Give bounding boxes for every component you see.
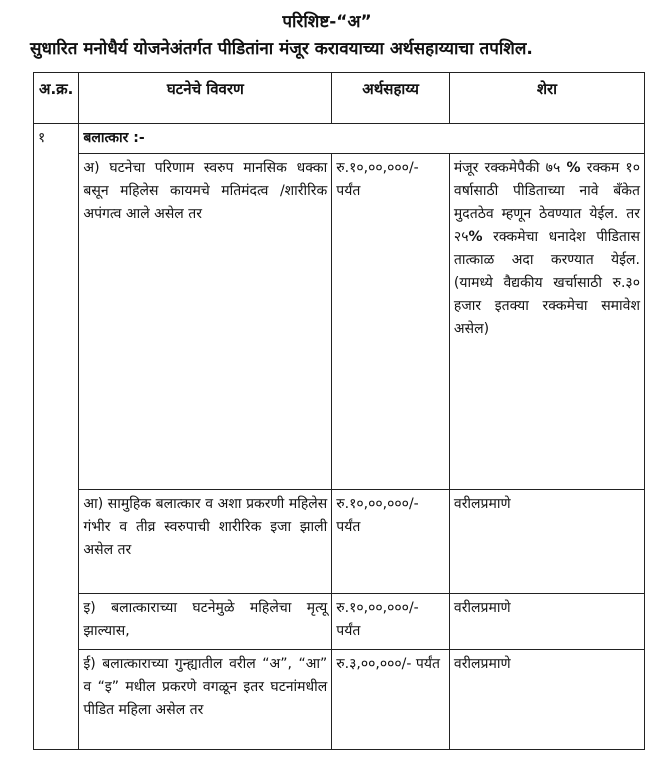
remarks-text-2: रक्कम १० वर्षासाठी पीडिताच्या नावे बँकेत मुदतठेव म्हणून ठेवण्यात येईल. तर २५: [453, 160, 640, 245]
table-header-row: [34, 73, 645, 124]
table-row: [34, 594, 645, 650]
table-section-row: [34, 124, 645, 154]
row-remarks: वरीलप्रमाणे: [449, 490, 644, 594]
row-amount: रु.१०,००,०००/- पर्यंत: [332, 490, 450, 594]
header-amount: अर्थसहाय्य: [332, 73, 450, 124]
table-row: [34, 490, 645, 594]
row-description: इ) बलात्काराच्या घटनेमुळे महिलेचा मृत्यू झाल्यास,: [79, 594, 332, 650]
table-row: [34, 650, 645, 750]
row-description: अ) घटनेचा परिणाम स्वरुप मानसिक धक्का बसून महिलेस कायमचे मतिमंदत्व /शारीरिक अपंगत्व आले असेल तर: [79, 154, 332, 490]
row-amount: रु.१०,००,०००/- पर्यंत: [332, 594, 450, 650]
remarks-text-1: मंजूर रक्कमेपैकी ७५: [453, 160, 561, 176]
header-serial: अ.क्र.: [34, 73, 79, 124]
header-description: घटनेचे विवरण: [79, 73, 332, 124]
row-amount: रु.१०,००,०००/- पर्यंत: [332, 154, 450, 490]
remarks-percent-2: %: [468, 229, 483, 245]
table-row: [34, 154, 645, 490]
row-description: आ) सामुहिक बलात्कार व अशा प्रकरणी महिलेस गंभीर व तीव्र स्वरुपाची शारीरिक इजा झाली असेल तर: [79, 490, 332, 594]
remarks-percent-1: %: [566, 160, 581, 176]
row-remarks: वरीलप्रमाणे: [449, 594, 644, 650]
row-amount: रु.३,००,०००/- पर्यंत: [332, 650, 450, 750]
document-subtitle: सुधारित मनोधैर्य योजनेअंतर्गत पीडितांना मंजूर करावयाच्या अर्थसहाय्याचा तपशिल.: [30, 39, 533, 59]
row-remarks: वरीलप्रमाणे: [449, 650, 644, 750]
document-title: परिशिष्ट-“अ”: [282, 12, 372, 32]
row-remarks: [449, 154, 644, 490]
assistance-table: [33, 72, 645, 750]
remarks-text-3: रक्कमेचा धनादेश पीडितास तात्काळ अदा करण्यात येईल. (यामध्ये वैद्यकीय खर्चासाठी रु.३० हजार इतक्या रक्कमेचा समावेश असेल): [453, 229, 640, 337]
header-remarks: शेरा: [449, 73, 644, 124]
section-serial: १: [34, 124, 79, 750]
section-category: बलात्कार :-: [79, 124, 645, 154]
row-description: ई) बलात्काराच्या गुन्ह्यातील वरील “अ”, “आ” व “इ” मधील प्रकरणे वगळून इतर घटनांमधील पीडित महिला असेल तर: [79, 650, 332, 750]
